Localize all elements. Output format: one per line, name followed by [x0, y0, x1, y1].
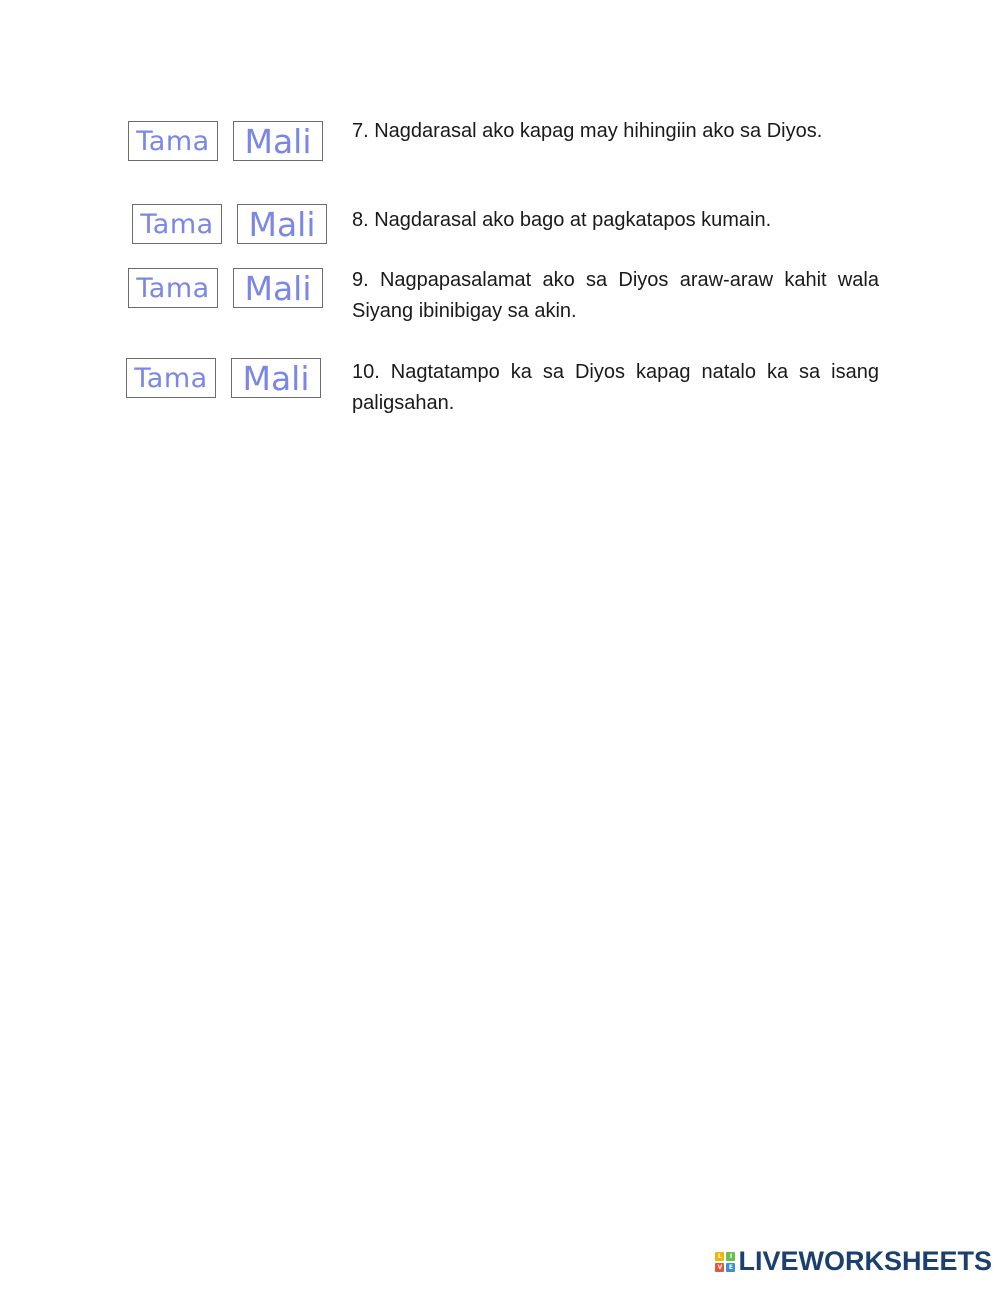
- logo-block: I: [726, 1252, 735, 1261]
- logo-blocks-icon: [715, 1252, 735, 1272]
- tama-button[interactable]: Tama: [132, 204, 222, 244]
- question-statement: 10. Nagtatampo ka sa Diyos kapag natalo ka sa isang paligsahan.: [352, 361, 879, 414]
- question-statement: 8. Nagdarasal ako bago at pagkatapos kumain.: [352, 209, 772, 231]
- mali-button[interactable]: Mali: [237, 204, 327, 244]
- brand-name: LIVEWORKSHEETS: [738, 1246, 992, 1276]
- tama-button[interactable]: Tama: [128, 121, 218, 161]
- logo-block: V: [715, 1263, 724, 1272]
- tama-button[interactable]: Tama: [128, 268, 218, 308]
- liveworksheets-logo: [715, 1246, 992, 1277]
- mali-button[interactable]: Mali: [231, 358, 321, 398]
- mali-button[interactable]: Mali: [233, 121, 323, 161]
- question-statement: 9. Nagpapasalamat ako sa Diyos araw-araw kahit wala Siyang ibinibigay sa akin.: [352, 269, 879, 322]
- logo-block: L: [715, 1252, 724, 1261]
- tama-button[interactable]: Tama: [126, 358, 216, 398]
- logo-block: E: [726, 1263, 735, 1272]
- mali-button[interactable]: Mali: [233, 268, 323, 308]
- question-statement: 7. Nagdarasal ako kapag may hihingiin ako sa Diyos.: [352, 120, 823, 142]
